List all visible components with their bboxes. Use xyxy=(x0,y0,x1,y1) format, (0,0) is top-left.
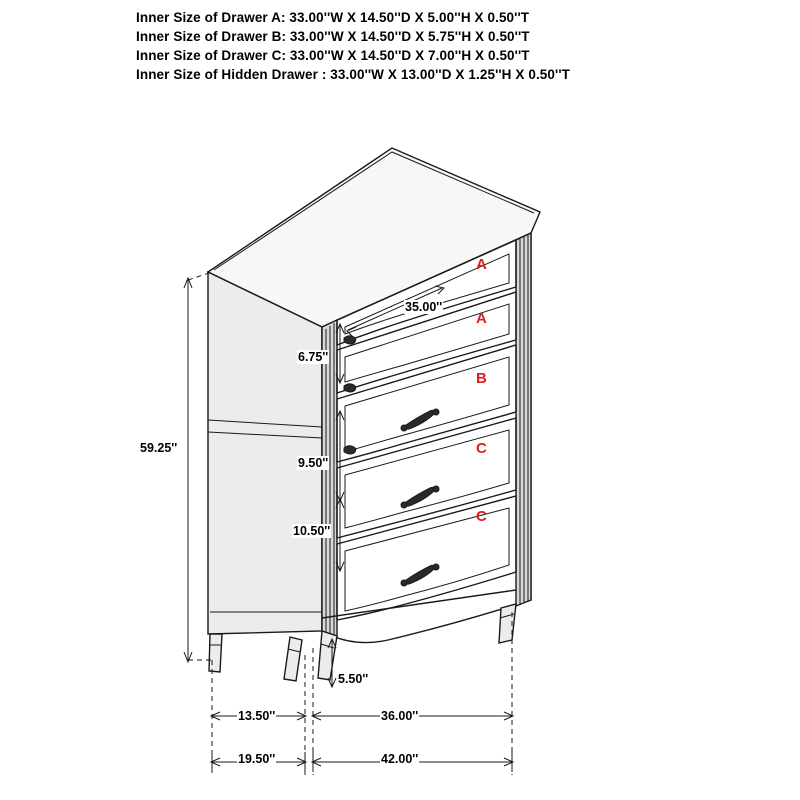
spec-line-drawer-a: Inner Size of Drawer A: 33.00''W X 14.50''D X 5.00''H X 0.50''T xyxy=(136,10,530,25)
leg-front-left xyxy=(318,631,337,680)
dim-label-overall-height: 59.25'' xyxy=(140,441,178,455)
drawer-knob-a1 xyxy=(344,336,356,344)
drawer-knob-b xyxy=(344,446,356,454)
drawer-tag-a1: A xyxy=(476,256,487,273)
dim-label-drawer-c-height: 10.50'' xyxy=(293,524,331,538)
cabinet-left-side-panel xyxy=(208,272,322,634)
cabinet-body xyxy=(208,148,540,681)
spec-line-drawer-c: Inner Size of Drawer C: 33.00''W X 14.50''D X 7.00''H X 0.50''T xyxy=(136,48,530,63)
drawer-tag-b: B xyxy=(476,370,487,387)
dim-label-top-width: 35.00'' xyxy=(405,300,443,314)
leg-back-left xyxy=(209,634,222,672)
drawer-tag-c1: C xyxy=(476,440,487,457)
drawer-knob-a2 xyxy=(344,384,356,392)
spec-line-drawer-b: Inner Size of Drawer B: 33.00''W X 14.50''D X 5.75''H X 0.50''T xyxy=(136,29,530,44)
drawer-tag-a2: A xyxy=(476,310,487,327)
dim-label-base-width: 42.00'' xyxy=(381,752,419,766)
dim-label-front-width: 36.00'' xyxy=(381,709,419,723)
dim-label-drawer-b-height: 9.50'' xyxy=(298,456,329,470)
leg-front-right xyxy=(284,637,302,681)
dim-label-leg-height: 5.50'' xyxy=(338,672,369,686)
dim-label-drawer-a-height: 6.75'' xyxy=(298,350,329,364)
dim-label-base-depth: 19.50'' xyxy=(238,752,276,766)
leg-right-front xyxy=(499,604,516,643)
drawer-tag-c2: C xyxy=(476,508,487,525)
dim-label-side-depth: 13.50'' xyxy=(238,709,276,723)
spec-line-hidden-drawer: Inner Size of Hidden Drawer : 33.00''W X 13.00''D X 1.25''H X 0.50''T xyxy=(136,67,570,82)
